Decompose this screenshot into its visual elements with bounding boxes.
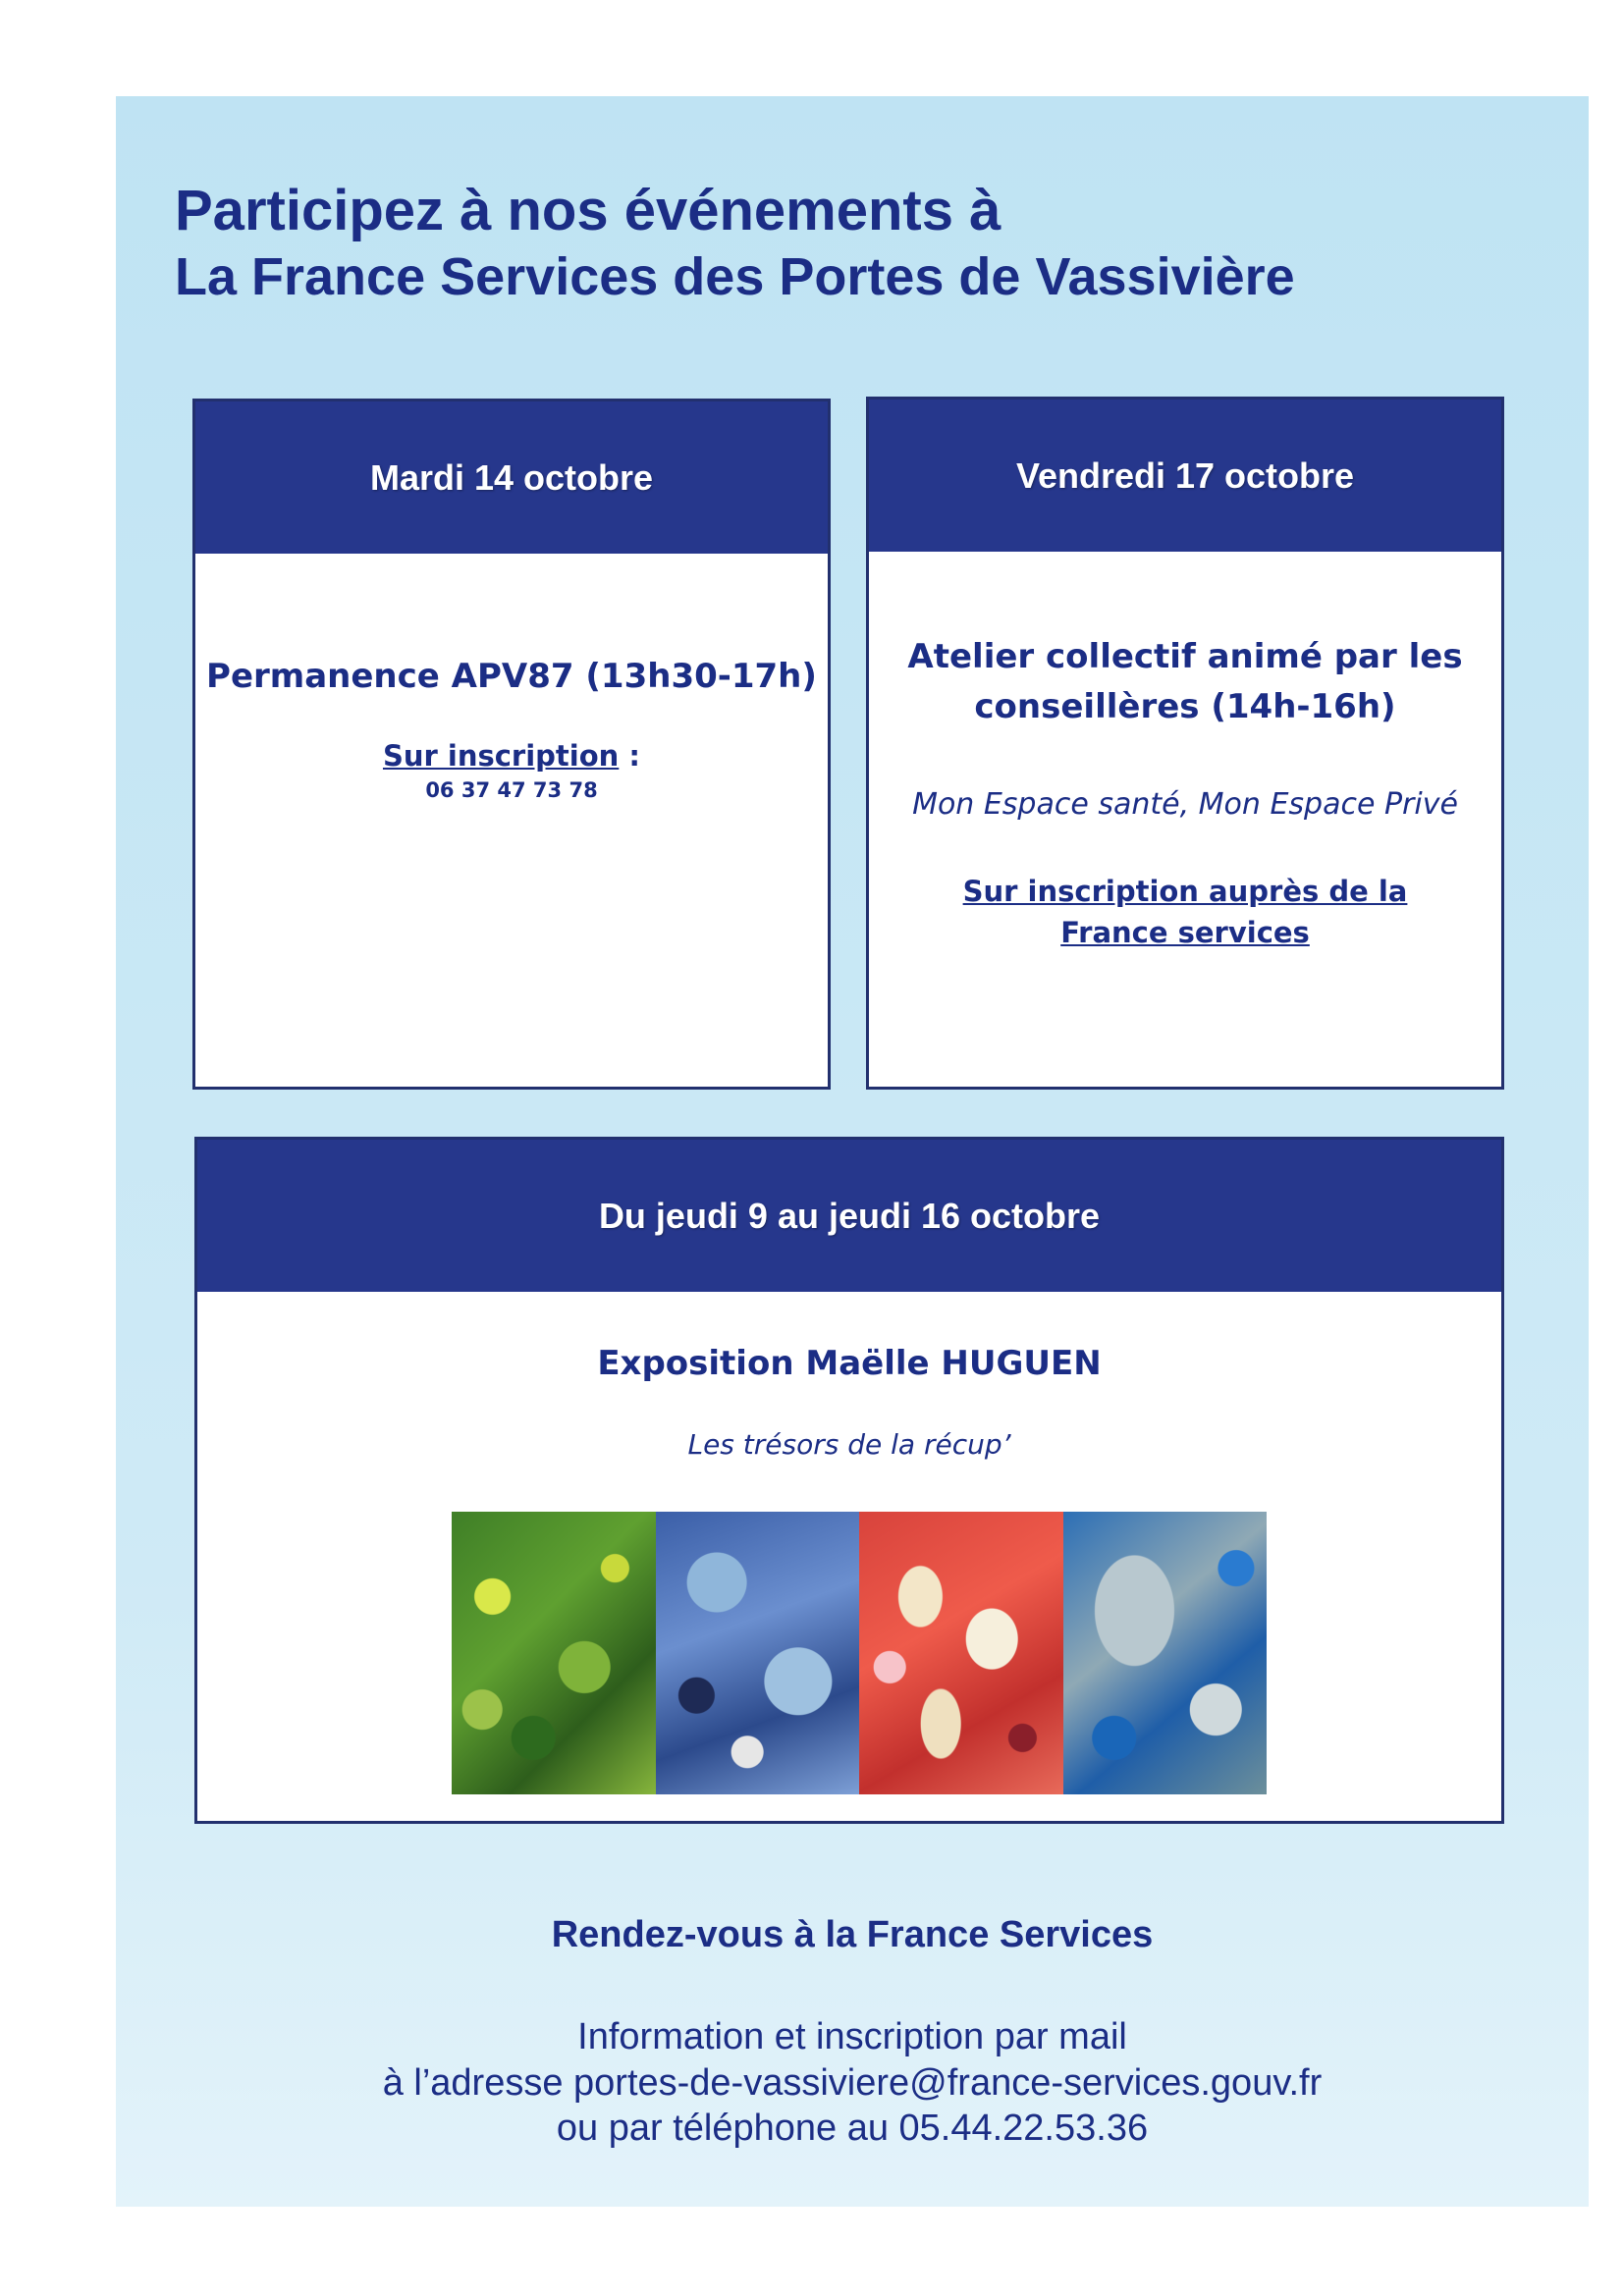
info-line-email[interactable]: à l’adresse portes-de-vassiviere@france-services.gouv.fr bbox=[382, 2061, 1323, 2104]
registration-line bbox=[195, 739, 828, 773]
registration-separator: : bbox=[619, 739, 641, 773]
page-title bbox=[175, 177, 1295, 308]
event-date-header: Du jeudi 9 au jeudi 16 octobre bbox=[197, 1140, 1501, 1292]
registration-line-1: Sur inscription auprès de la bbox=[962, 875, 1408, 908]
event-title-line-1: Atelier collectif animé par les bbox=[907, 637, 1463, 676]
mosaic-blue-image bbox=[656, 1512, 860, 1794]
title-line-2: La France Services des Portes de Vassivière bbox=[175, 246, 1295, 306]
event-subtitle: Mon Espace santé, Mon Espace Privé bbox=[912, 787, 1458, 822]
mosaic-glass-image bbox=[1063, 1512, 1268, 1794]
event-title: Permanence APV87 (13h30-17h) bbox=[206, 657, 817, 696]
event-card-atelier bbox=[866, 397, 1504, 1090]
event-card-apv87 bbox=[192, 399, 831, 1090]
contact-info bbox=[116, 2014, 1589, 2152]
registration-phone: 06 37 47 73 78 bbox=[425, 778, 598, 802]
event-body bbox=[195, 652, 828, 802]
mosaic-shells-image bbox=[859, 1512, 1063, 1794]
event-body bbox=[869, 632, 1501, 953]
event-title-line-2: conseillères (14h-16h) bbox=[974, 687, 1396, 726]
event-subtitle: Les trésors de la récup’ bbox=[687, 1428, 1011, 1461]
mosaic-green-image bbox=[452, 1512, 656, 1794]
registration-link[interactable] bbox=[869, 871, 1501, 953]
rendezvous-heading: Rendez-vous à la France Services bbox=[551, 1914, 1154, 1955]
registration-link[interactable]: Sur inscription bbox=[382, 739, 620, 773]
event-title: Exposition Maëlle HUGUEN bbox=[597, 1344, 1102, 1383]
event-date-header: Vendredi 17 octobre bbox=[869, 400, 1501, 552]
event-body bbox=[197, 1339, 1501, 1461]
info-line-1: Information et inscription par mail bbox=[577, 2016, 1127, 2057]
registration-line-2: France services bbox=[1060, 916, 1310, 950]
info-line-phone[interactable]: ou par téléphone au 05.44.22.53.36 bbox=[556, 2108, 1149, 2150]
event-date-header: Mardi 14 octobre bbox=[195, 401, 828, 554]
title-line-1: Participez à nos événements à bbox=[175, 179, 1001, 242]
exhibition-image-mosaic bbox=[452, 1512, 1267, 1794]
